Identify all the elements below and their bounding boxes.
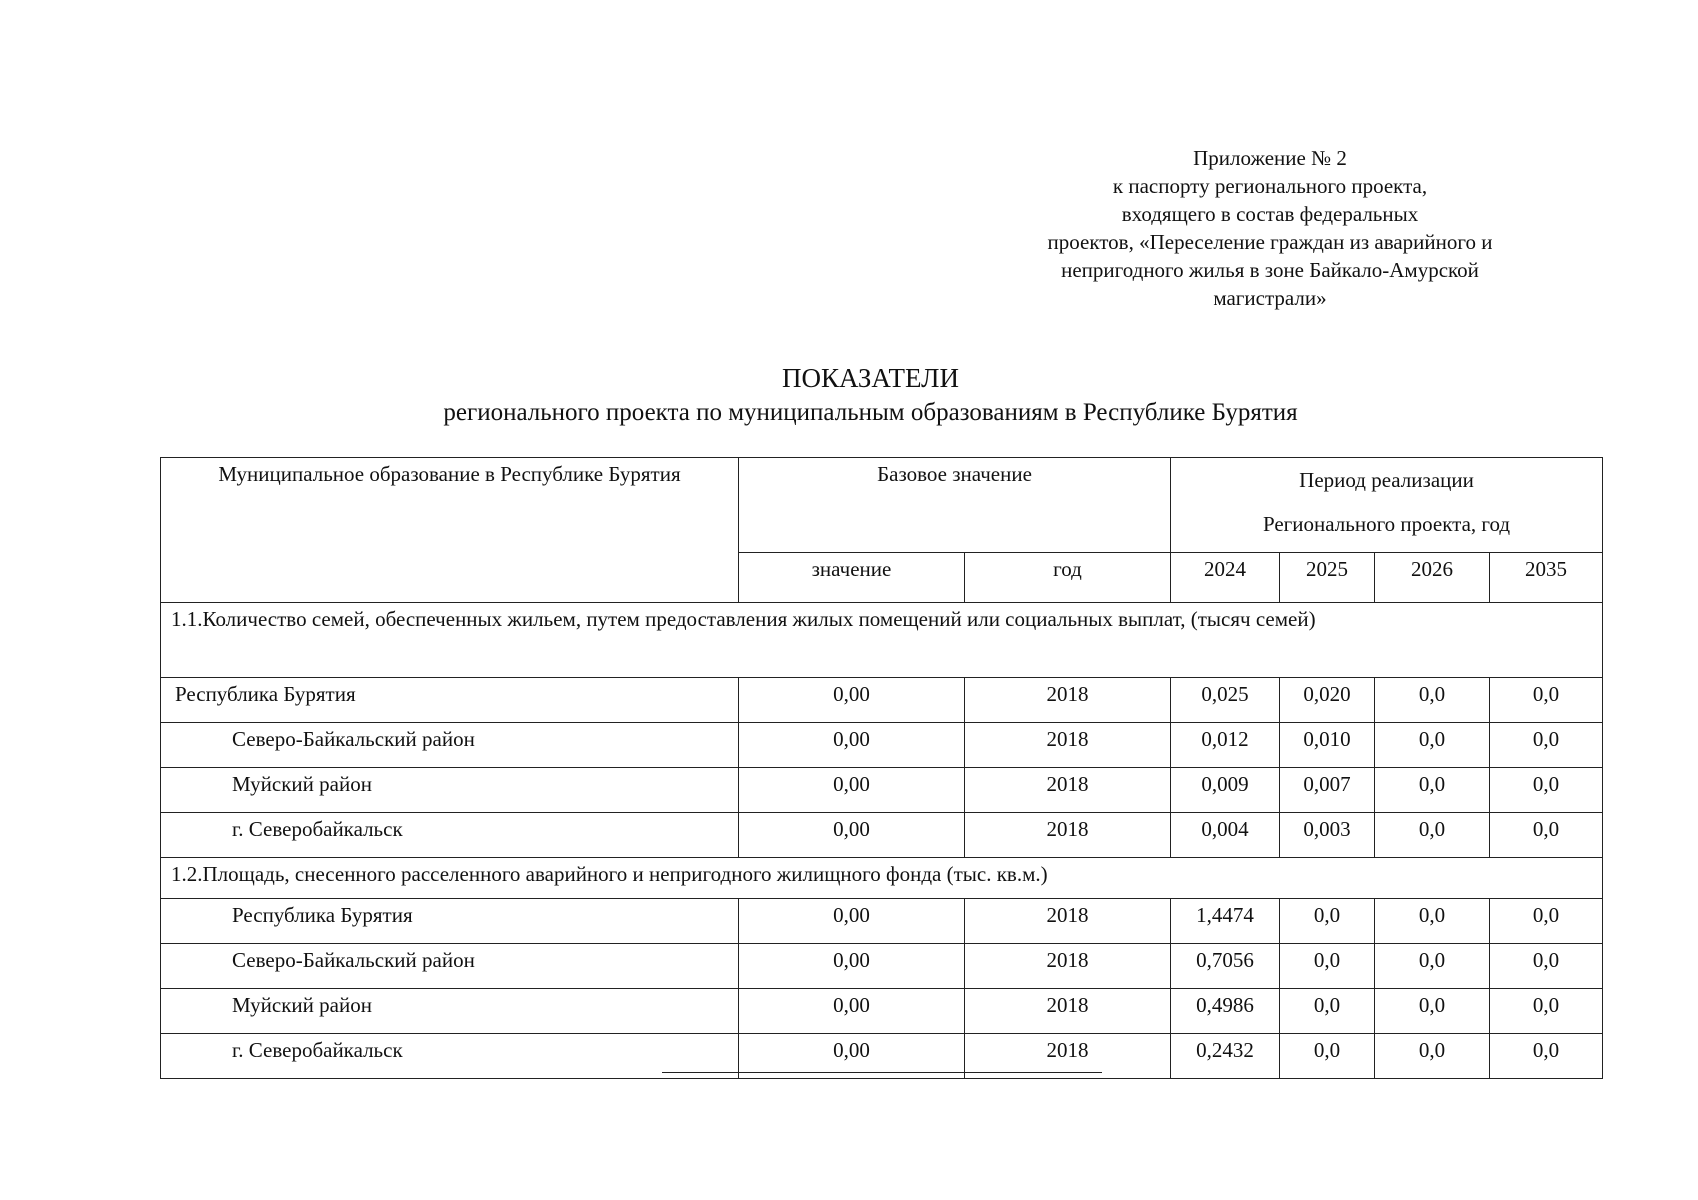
value-2025: 0,0	[1280, 989, 1375, 1034]
municipality-name: Муйский район	[161, 989, 739, 1034]
value-2024: 0,009	[1171, 768, 1280, 813]
value-2024: 1,4474	[1171, 899, 1280, 944]
section-title: 1.1.Количество семей, обеспеченных жильем, путем предоставления жилых помещений или социальных выплат, (тысяч семей)	[161, 603, 1603, 678]
base-value: 0,00	[739, 899, 965, 944]
base-value: 0,00	[739, 989, 965, 1034]
header-period-line: Регионального проекта, год	[1262, 512, 1511, 536]
value-2025: 0,0	[1280, 899, 1375, 944]
value-2024: 0,7056	[1171, 944, 1280, 989]
value-2026: 0,0	[1375, 1034, 1490, 1079]
header-municipality: Муниципальное образование в Республике Бурятия	[161, 458, 739, 603]
table-row	[161, 944, 1603, 989]
base-value: 0,00	[739, 1034, 965, 1079]
appendix-note	[960, 144, 1580, 312]
table-row	[161, 768, 1603, 813]
appendix-line: магистрали»	[1213, 286, 1327, 310]
value-2025: 0,003	[1280, 813, 1375, 858]
table-row	[161, 723, 1603, 768]
value-2024: 0,2432	[1171, 1034, 1280, 1079]
footer-divider	[662, 1072, 1102, 1073]
value-2035: 0,0	[1490, 768, 1603, 813]
appendix-line: непригодного жилья в зоне Байкало-Амурской	[1061, 258, 1479, 282]
table-row	[161, 899, 1603, 944]
value-2026: 0,0	[1375, 813, 1490, 858]
value-2035: 0,0	[1490, 899, 1603, 944]
municipality-name: Республика Бурятия	[161, 678, 739, 723]
base-year: 2018	[965, 768, 1171, 813]
municipality-name: г. Северобайкальск	[161, 1034, 739, 1079]
base-value: 0,00	[739, 678, 965, 723]
header-period-line: Период реализации	[1299, 468, 1474, 492]
value-2024: 0,4986	[1171, 989, 1280, 1034]
value-2035: 0,0	[1490, 944, 1603, 989]
appendix-line: к паспорту регионального проекта,	[1112, 174, 1428, 198]
section-title: 1.2.Площадь, снесенного расселенного аварийного и непригодного жилищного фонда (тыс. кв.м.)	[161, 858, 1603, 899]
base-year: 2018	[965, 944, 1171, 989]
value-2025: 0,007	[1280, 768, 1375, 813]
document-title: ПОКАЗАТЕЛИ	[782, 363, 959, 393]
indicators-table	[160, 457, 1603, 1079]
appendix-line: Приложение № 2	[1193, 146, 1347, 170]
header-year-2026: 2026	[1375, 553, 1490, 603]
value-2024: 0,004	[1171, 813, 1280, 858]
municipality-name: Северо-Байкальский район	[161, 944, 739, 989]
value-2026: 0,0	[1375, 989, 1490, 1034]
base-year: 2018	[965, 678, 1171, 723]
base-value: 0,00	[739, 723, 965, 768]
value-2024: 0,025	[1171, 678, 1280, 723]
value-2024: 0,012	[1171, 723, 1280, 768]
base-value: 0,00	[739, 944, 965, 989]
municipality-name: Северо-Байкальский район	[161, 723, 739, 768]
municipality-name: Республика Бурятия	[161, 899, 739, 944]
value-2026: 0,0	[1375, 899, 1490, 944]
header-year-2025: 2025	[1280, 553, 1375, 603]
header-year-2035: 2035	[1490, 553, 1603, 603]
value-2025: 0,0	[1280, 1034, 1375, 1079]
value-2026: 0,0	[1375, 678, 1490, 723]
value-2026: 0,0	[1375, 944, 1490, 989]
value-2035: 0,0	[1490, 813, 1603, 858]
base-year: 2018	[965, 1034, 1171, 1079]
appendix-line: входящего в состав федеральных	[1121, 202, 1419, 226]
base-value: 0,00	[739, 813, 965, 858]
header-year: год	[965, 553, 1171, 603]
value-2026: 0,0	[1375, 723, 1490, 768]
base-year: 2018	[965, 723, 1171, 768]
value-2035: 0,0	[1490, 723, 1603, 768]
value-2025: 0,020	[1280, 678, 1375, 723]
table-row	[161, 813, 1603, 858]
base-year: 2018	[965, 989, 1171, 1034]
section-header	[161, 603, 1603, 678]
header-value: значение	[739, 553, 965, 603]
value-2035: 0,0	[1490, 989, 1603, 1034]
value-2025: 0,0	[1280, 944, 1375, 989]
section-header	[161, 858, 1603, 899]
value-2035: 0,0	[1490, 1034, 1603, 1079]
base-year: 2018	[965, 813, 1171, 858]
table-row	[161, 989, 1603, 1034]
appendix-line: проектов, «Переселение граждан из аварийного и	[1047, 230, 1493, 254]
base-value: 0,00	[739, 768, 965, 813]
header-year-2024: 2024	[1171, 553, 1280, 603]
header-period	[1171, 458, 1603, 553]
document-subtitle: регионального проекта по муниципальным образованиям в Республике Бурятия	[443, 399, 1298, 426]
header-base-value: Базовое значение	[739, 458, 1171, 553]
value-2035: 0,0	[1490, 678, 1603, 723]
value-2025: 0,010	[1280, 723, 1375, 768]
base-year: 2018	[965, 899, 1171, 944]
value-2026: 0,0	[1375, 768, 1490, 813]
municipality-name: г. Северобайкальск	[161, 813, 739, 858]
municipality-name: Муйский район	[161, 768, 739, 813]
table-row	[161, 678, 1603, 723]
